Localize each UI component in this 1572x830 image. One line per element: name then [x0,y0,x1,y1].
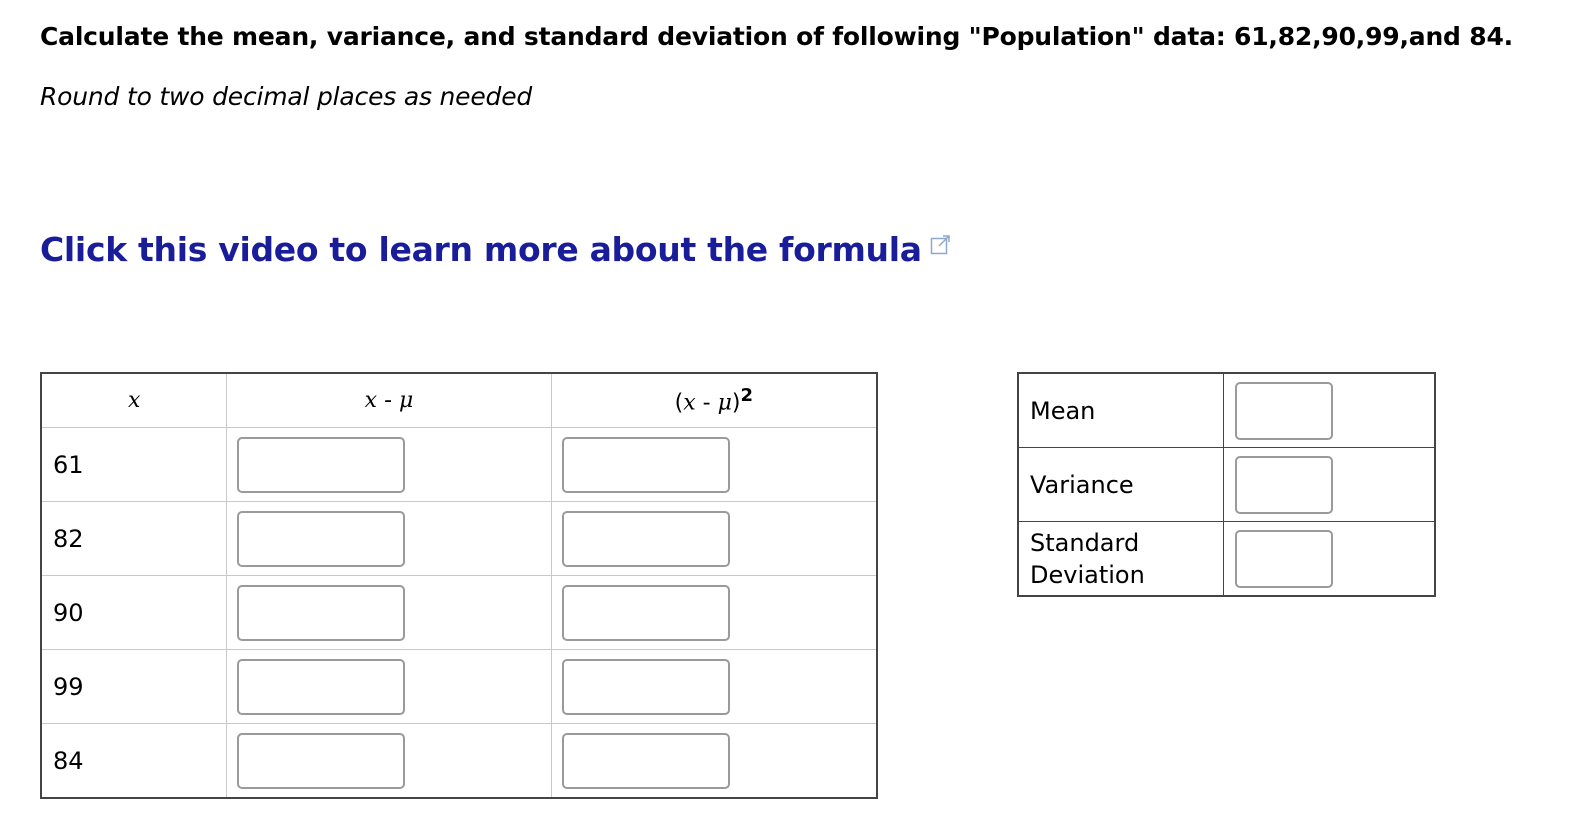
x-value: 99 [41,650,227,724]
work-table-header [41,373,877,428]
mean-label: Mean [1018,373,1223,448]
table-row [41,576,877,650]
squared-deviation-input[interactable] [562,733,730,789]
x-value: 61 [41,428,227,502]
mean-input[interactable] [1235,382,1333,440]
table-row [41,428,877,502]
squared-deviation-input[interactable] [562,585,730,641]
deviation-input[interactable] [237,733,405,789]
external-link-icon [930,225,952,264]
squared-deviation-input[interactable] [562,659,730,715]
header-x-minus-mu: x - μ [227,373,551,428]
result-row-standard-deviation [1018,522,1435,597]
work-table [40,372,878,799]
variance-input[interactable] [1235,456,1333,514]
header-x-minus-mu-squared: (x - μ)$^2$ [551,373,877,428]
question-text: Calculate the mean, variance, and standard deviation of following "Population" data: 61,82,90,99,and 84. [40,22,1513,51]
variance-label: Variance [1018,448,1223,522]
squared-deviation-input[interactable] [562,437,730,493]
standard-deviation-label: Standard Deviation [1018,522,1223,597]
x-value: 82 [41,502,227,576]
deviation-input[interactable] [237,585,405,641]
rounding-instruction: Round to two decimal places as needed [40,82,533,111]
x-value: 90 [41,576,227,650]
video-link[interactable] [40,230,952,269]
table-row [41,650,877,724]
x-value: 84 [41,724,227,799]
standard-deviation-input[interactable] [1235,530,1333,588]
deviation-input[interactable] [237,511,405,567]
video-link-label: Click this video to learn more about the formula [40,230,922,269]
squared-deviation-input[interactable] [562,511,730,567]
deviation-input[interactable] [237,659,405,715]
results-table [1017,372,1436,597]
result-row-variance [1018,448,1435,522]
deviation-input[interactable] [237,437,405,493]
table-row [41,724,877,799]
result-row-mean [1018,373,1435,448]
table-row [41,502,877,576]
header-x: x [41,373,227,428]
